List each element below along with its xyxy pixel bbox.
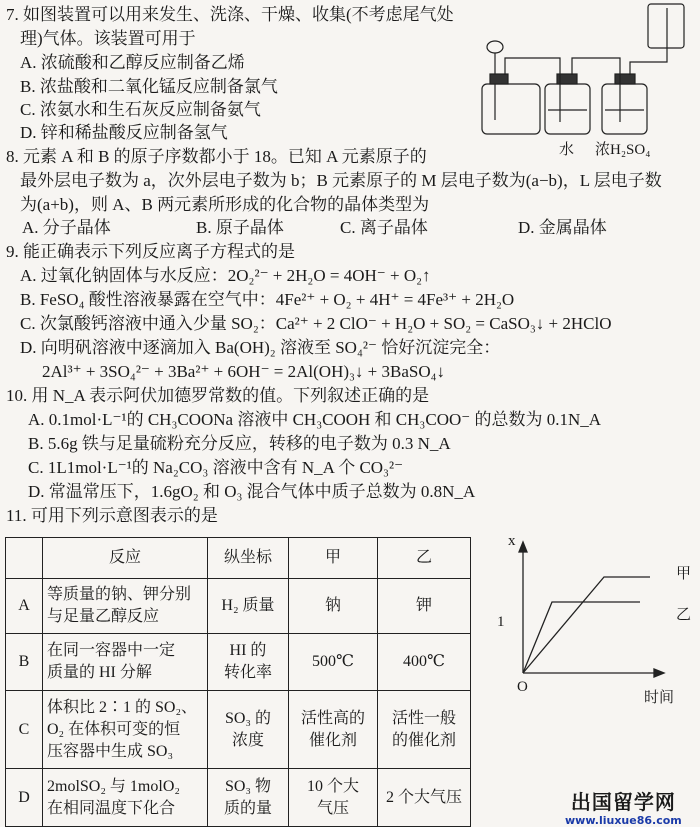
q10-option-c: C. 1L1mol·L⁻¹的 Na₂CO₃ 溶液中含有 N_A 个 CO₃²⁻ <box>28 458 404 477</box>
row-yi: 钾 <box>378 579 471 634</box>
cell-line: 的催化剂 <box>391 731 456 749</box>
header-yi: 乙 <box>378 538 471 579</box>
q7-stem-cont: 理)气体。该装置可用于 <box>20 29 196 48</box>
cell-line: 在相同温度下化合 <box>47 799 176 817</box>
header-jia: 甲 <box>289 538 378 579</box>
row-y <box>208 769 289 827</box>
row-reaction <box>43 634 208 691</box>
series-yi-line <box>523 602 640 673</box>
cell-line: 转化率 <box>223 664 272 681</box>
graph-x-label: 时间 <box>644 690 675 706</box>
graph-origin: O <box>517 679 528 695</box>
q11-stem: 11. 可用下列示意图表示的是 <box>6 506 218 525</box>
table-row <box>6 579 471 634</box>
row-jia: 500℃ <box>289 634 378 691</box>
table-row <box>6 769 471 827</box>
row-yi: 2 个大气压 <box>378 769 471 827</box>
cell-line: 活性高的 <box>300 709 365 727</box>
row-reaction <box>43 579 208 634</box>
q9-option-b: B. FeSO₄ 酸性溶液暴露在空气中：4Fe²⁺ + O₂ + 4H⁺ = 4Fe³⁺ + 2H₂O <box>20 290 515 309</box>
row-key: C <box>6 691 43 769</box>
q10-stem: 10. 用 N_A 表示阿伏加德罗常数的值。下列叙述正确的是 <box>6 386 430 405</box>
q8-option-a: A. 分子晶体 <box>22 218 111 237</box>
q10-option-b: B. 5.6g 铁与足量硫粉充分反应，转移的电子数为 0.3 N_A <box>28 434 451 453</box>
cell-line: 10 个大 <box>306 777 359 795</box>
row-jia <box>289 769 378 827</box>
cell-line: 气压 <box>316 799 349 817</box>
q9-option-c: C. 次氯酸钙溶液中通入少量 SO₂：Ca²⁺ + 2 ClO⁻ + H₂O + SO₂ = CaSO₃↓ + 2HClO <box>20 314 612 333</box>
row-key: B <box>6 634 43 691</box>
q8-stem-cont2: 为(a+b)，则 A、B 两元素所形成的化合物的晶体类型为 <box>20 195 430 214</box>
logo-url: www.liuxue86.com <box>565 814 682 827</box>
q9-option-d-equation: 2Al³⁺ + 3SO₄²⁻ + 3Ba²⁺ + 6OH⁻ = 2Al(OH)₃↓ + 3BaSO₄↓ <box>42 362 446 381</box>
row-yi <box>378 691 471 769</box>
row-y <box>208 634 289 691</box>
q11-graph <box>480 530 700 710</box>
row-y: H₂ 质量 <box>208 579 289 634</box>
cell-line: 质量的 HI 分解 <box>47 664 152 681</box>
table-row <box>6 691 471 769</box>
header-blank <box>6 538 43 579</box>
q7-stem: 7. 如图装置可以用来发生、洗涤、干燥、收集(不考虑尾气处 <box>6 5 454 24</box>
q8-stem: 8. 元素 A 和 B 的原子序数都小于 18。已知 A 元素原子的 <box>6 147 427 166</box>
cell-line: 质的量 <box>223 799 272 817</box>
cell-line: 在同一容器中一定 <box>47 642 176 659</box>
row-y <box>208 691 289 769</box>
q7-option-b: B. 浓盐酸和二氧化锰反应制备氯气 <box>20 77 278 96</box>
q7-option-a: A. 浓硫酸和乙醇反应制备乙烯 <box>20 53 245 72</box>
cell-line: 催化剂 <box>308 731 357 749</box>
graph-legend-jia: 甲 <box>676 566 692 582</box>
acid-label: 浓H₂SO₄ <box>595 142 651 158</box>
x-axis-arrow <box>654 669 664 677</box>
row-jia <box>289 691 378 769</box>
q7-option-d: D. 锌和稀盐酸反应制备氢气 <box>20 123 228 142</box>
graph-y-label: x <box>508 533 516 549</box>
cell-line: SO₃ 的 <box>224 709 272 727</box>
row-key: D <box>6 769 43 827</box>
q8-stem-cont: 最外层电子数为 a，次外层电子数为 b；B 元素原子的 M 层电子数为(a−b)，L 层电子数 <box>20 171 662 190</box>
q11-table <box>5 537 471 827</box>
q9-option-a: A. 过氧化钠固体与水反应：2O₂²⁻ + 2H₂O = 4OH⁻ + O₂↑ <box>20 266 431 285</box>
q10-option-d: D. 常温常压下，1.6gO₂ 和 O₃ 混合气体中质子总数为 0.8N_A <box>28 482 476 501</box>
cell-line: 活性一般 <box>391 709 456 727</box>
row-yi: 400℃ <box>378 634 471 691</box>
q9-stem: 9. 能正确表示下列反应离子方程式的是 <box>6 242 295 261</box>
cell-line: 等质量的钠、钾分别 <box>47 586 192 603</box>
logo-text: 出国留学网 <box>570 792 676 814</box>
cell-line: O₂ 在体积可变的恒 <box>47 720 181 738</box>
row-reaction <box>43 691 208 769</box>
cell-line: SO₃ 物 <box>224 777 272 795</box>
row-jia: 钠 <box>289 579 378 634</box>
cell-line: 与足量乙醇反应 <box>47 608 160 625</box>
header-y-axis: 纵坐标 <box>208 538 289 579</box>
table-row <box>6 634 471 691</box>
apparatus-diagram <box>460 0 700 150</box>
row-reaction <box>43 769 208 827</box>
site-logo <box>565 792 682 827</box>
cell-line: 体积比 2∶1 的 SO₂、 <box>47 698 198 716</box>
q8-option-b: B. 原子晶体 <box>196 218 284 237</box>
q9-option-d: D. 向明矾溶液中逐滴加入 Ba(OH)₂ 溶液至 SO₄²⁻ 恰好沉淀完全： <box>20 338 501 357</box>
q7-option-c: C. 浓氨水和生石灰反应制备氨气 <box>20 100 261 119</box>
cell-line: 2molSO₂ 与 1molO₂ <box>47 777 180 795</box>
cell-line: HI 的 <box>229 642 267 659</box>
q8-option-d: D. 金属晶体 <box>518 218 607 237</box>
cell-line: 压容器中生成 SO₃ <box>47 742 174 760</box>
y-axis-arrow <box>519 542 527 552</box>
graph-legend-yi: 乙 <box>676 607 692 623</box>
row-key: A <box>6 579 43 634</box>
cell-line: 浓度 <box>231 731 264 749</box>
table-header-row <box>6 538 471 579</box>
q10-option-a: A. 0.1mol·L⁻¹的 CH₃COONa 溶液中 CH₃COOH 和 CH₃COO⁻ 的总数为 0.1N_A <box>28 410 602 429</box>
q8-option-c: C. 离子晶体 <box>340 218 428 237</box>
water-label: 水 <box>559 142 575 158</box>
graph-tick-1: 1 <box>497 614 505 630</box>
header-reaction: 反应 <box>43 538 208 579</box>
